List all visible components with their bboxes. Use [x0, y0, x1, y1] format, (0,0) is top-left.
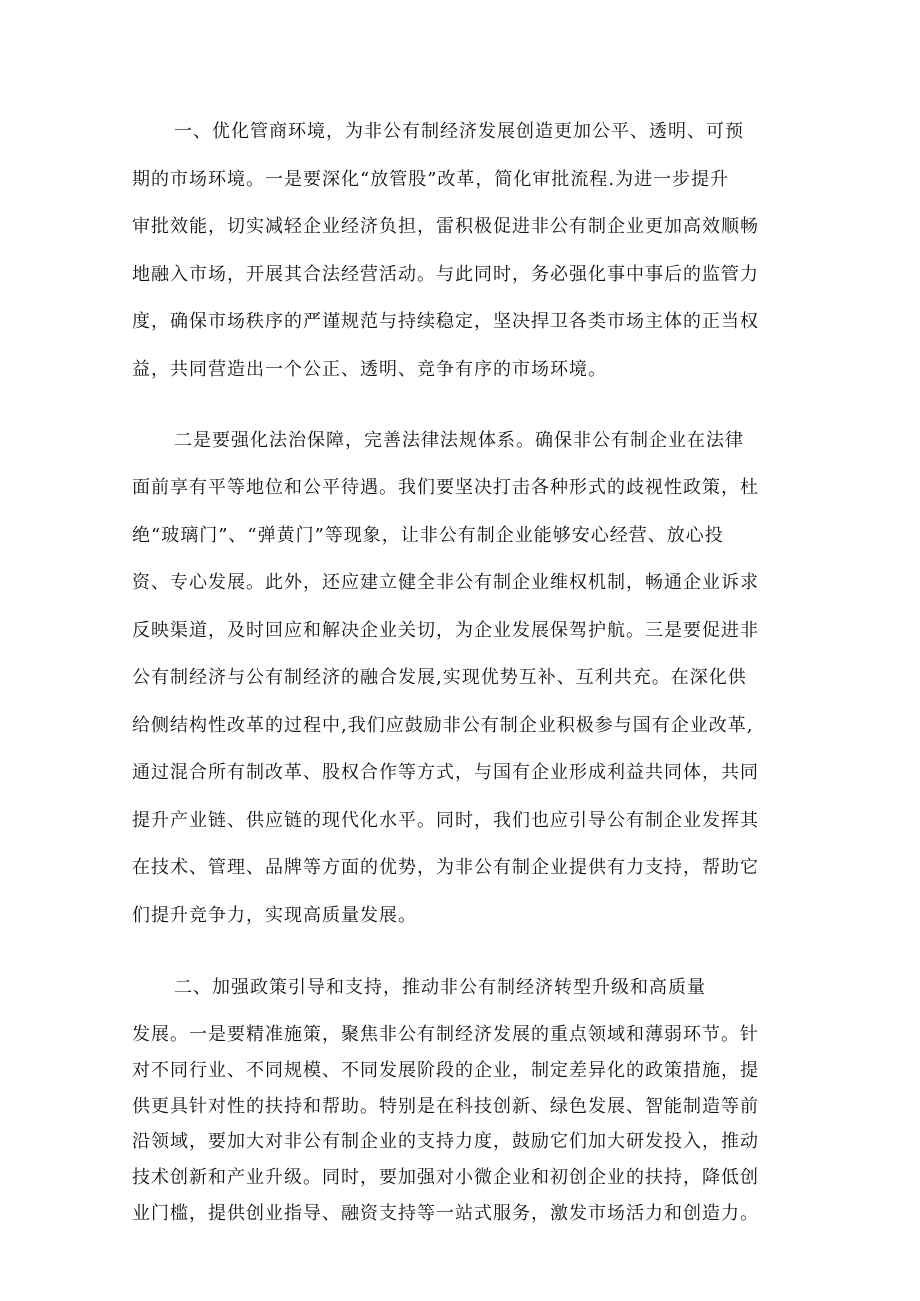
- paragraph-line: 一、优化管商环境，为非公有制经济发展创造更加公平、透明、可预: [174, 121, 744, 142]
- paragraph-line: 期的市场环境。一是要深化“放管股”改革，简化审批流程.为进一步提升: [132, 169, 730, 190]
- paragraph-line: 益，共同营造出一个公正、透明、竞争有序的市场环境。: [132, 359, 607, 380]
- paragraph-line: 沿领域，要加大对非公有制企业的支持力度，鼓励它们加大研发投入，推动: [132, 1131, 759, 1152]
- paragraph-line: 公有制经济与公有制经济的融合发展,实现优势互补、互利共充。在深化供: [132, 667, 747, 688]
- paragraph-line: 地融入市场，开展其合法经营活动。与此同时，务必强化事中事后的监管力: [132, 264, 759, 285]
- paragraph-line: 二、加强政策引导和支持，推动非公有制经济转型升级和高质量: [174, 977, 706, 998]
- paragraph-line: 通过混合所有制改革、股权合作等方式，与国有企业形成利益共同体，共同: [132, 762, 759, 783]
- paragraph-line: 技术创新和产业升级。同时，要加强对小微企业和初创企业的扶持，降低创: [132, 1167, 759, 1188]
- paragraph-line: 们提升竞争力，实现高质量发展。: [132, 905, 417, 926]
- paragraph-line: 资、专心发展。此外，还应建立健全非公有制企业维权机制，畅通企业诉求: [132, 572, 759, 593]
- paragraph-line: 对不同行业、不同规模、不同发展阶段的企业，制定差异化的政策措施，提: [132, 1060, 759, 1081]
- paragraph-line: 审批效能，切实减轻企业经济负担，雷积极促进非公有制企业更加高效顺畅: [132, 216, 759, 237]
- paragraph-line: 提升产业链、供应链的现代化水平。同时，我们也应引导公有制企业发挥其: [132, 810, 759, 831]
- paragraph-line: 在技术、管理、品牌等方面的优势，为非公有制企业提供有力支持，帮助它: [132, 857, 759, 878]
- paragraph-line: 度，确保市场秩序的严谨规范与持续稳定，坚决捍卫各类市场主体的正当权: [132, 311, 759, 332]
- paragraph-line: 面前享有平等地位和公平待遇。我们要坚决打击各种形式的歧视性政策，杜: [132, 477, 759, 498]
- paragraph-line: 供更具针对性的扶持和帮助。特别是在科技创新、绿色发展、智能制造等前: [132, 1096, 759, 1117]
- paragraph-line: 发展。一是要精准施策，聚焦非公有制经济发展的重点领域和薄弱环节。针: [132, 1024, 759, 1045]
- paragraph-line: 二是要强化法治保障，完善法律法规体系。确保非公有制企业在法律: [174, 430, 744, 451]
- paragraph-line: 给侧结构性改革的过程中,我们应鼓励非公有制企业积极参与国有企业改革,: [132, 715, 754, 736]
- paragraph-line: 业门槛，提供创业指导、融资支持等一站式服务，激发市场活力和创造力。: [132, 1203, 759, 1224]
- paragraph-line: 绝“玻璃门”、“弹黄门”等现象，让非公有制企业能够安心经营、放心投: [132, 525, 724, 546]
- paragraph-line: 反映渠道，及时回应和解决企业关切，为企业发展保驾护航。三是要促进非: [132, 620, 759, 641]
